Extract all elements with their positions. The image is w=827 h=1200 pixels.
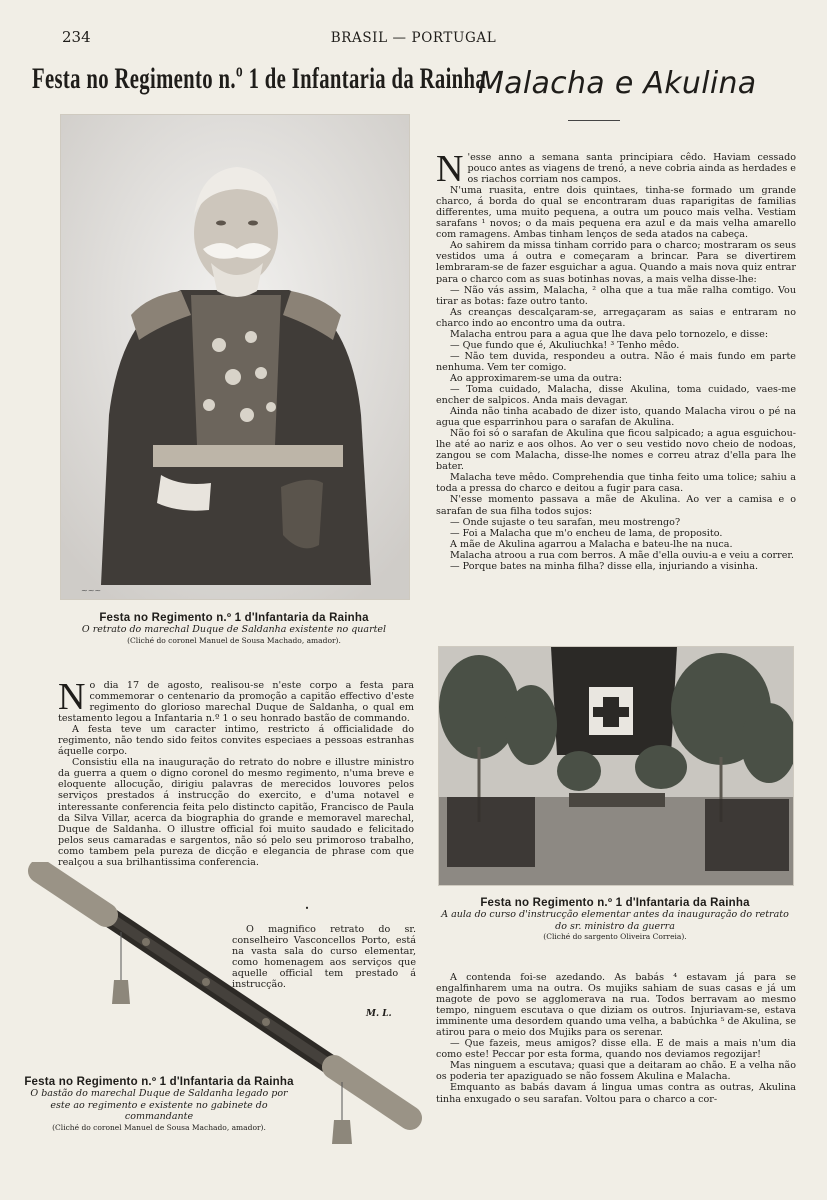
story-paragraph: — Não vás assim, Malacha, ² olha que a tua mãe ralha comtigo. Vou tirar as botas: faze outro tanto. — [436, 284, 796, 307]
story-paragraph: Malacha teve mêdo. Comprehendia que tinha feito uma tolice; sahiu a toda a pressa do charco e deitou a fugir para casa. — [436, 472, 796, 495]
story-paragraph: — Onde sujaste o teu sarafan, meu mostrengo? — [450, 516, 681, 528]
story-paragraph: Não foi só o sarafan de Akulina que ficou salpicado; a agua esguichou-lhe até ao nariz e aos olhos. Ao ver o seu vestido novo cheio de nodoas, zangou se com Malacha, disse-lhe nomes e correu atraz d'ella para lhe bater. — [436, 428, 796, 473]
festa-note — [232, 924, 416, 990]
story-paragraph: As creanças descalçaram-se, arregaçaram as saias e entraram no charco indo ao encontro uma da outra. — [436, 306, 796, 329]
story-continuation-paragraph: Emquanto as babás davam á lingua umas contra as outras, Akulina tinha enxugado o seu sarafan. Voltou para o charco a cor- — [436, 1082, 796, 1105]
story-paragraph: N'esse momento passava a mãe de Akulina. Ao ver a camisa e o sarafan de sua filha todos sujos: — [436, 494, 796, 517]
right-headline: Malacha e Akulina — [478, 66, 757, 101]
classroom-photo — [438, 646, 794, 886]
page-number: 234 — [62, 28, 91, 46]
story-drop-cap: N — [436, 148, 464, 190]
baton-caption-title: Festa no Regimento n.º 1 d'Infantaria da Rainha — [24, 1076, 294, 1088]
story-paragraph: Ao sahirem da missa tinham corrido para o charco; mostraram os seus vestidos uma á outra e começaram a brincar. Para se divertirem lembraram-se de fazer esguichar a agua. Quando a mais nova quiz entrar para o charco com as suas botinhas novas, a mais velha disse-lhe: — [436, 240, 796, 285]
story-text — [436, 148, 796, 572]
portrait-artist-signature: ~~~ — [81, 586, 102, 595]
story-continuation-paragraph: Mas ninguem a escutava; quasi que a deitaram ao chão. E a velha não os poderia ter apaziguado se não fossem Akulina e Malacha. — [436, 1060, 796, 1083]
headline-rule — [568, 120, 620, 121]
portrait-caption-title: Festa no Regimento n.º 1 d'Infantaria da Rainha — [99, 612, 369, 624]
running-header — [0, 28, 827, 48]
hall-caption-credit: (Cliché do sargento Oliveira Correia). — [543, 932, 687, 941]
story-paragraph: — Porque bates na minha filha? disse ella, injuriando a visinha. — [450, 560, 758, 572]
festa-note-text: O magnifico retrato do sr. conselheiro Vasconcellos Porto, está na vasta sala do curso elementar, como homenagem aos serviços que aquelle official tem prestado á instrucção. — [232, 924, 416, 991]
portrait-photo — [60, 114, 410, 600]
festa-paragraph: o dia 17 de agosto, realisou-se n'este corpo a festa para commemorar o centenario da promoção a capitão effectivo d'este regimento do glorioso marechal Duque de Saldanha, o qual em testamento legou a Infantaria n.º 1 o seu honrado bastão de commando. — [58, 680, 414, 725]
story-paragraph: — Toma cuidado, Malacha, disse Akulina, toma cuidado, vaes-me encher de salpicos. Anda mais devagar. — [436, 383, 796, 407]
portrait-caption-text: O retrato do marechal Duque de Saldanha existente no quartel — [81, 624, 387, 635]
story-paragraph: A mãe de Akulina agarrou a Malacha e bateu-lhe na nuca. — [450, 538, 733, 550]
left-headline: Festa no Regimento n.º 1 de Infantaria da Rainha — [32, 62, 487, 95]
festa-article — [58, 676, 414, 868]
running-title: BRASIL — PORTUGAL — [330, 30, 497, 46]
baton-caption-credit: (Cliché do coronel Manuel de Sousa Machado, amador). — [52, 1122, 266, 1132]
story-paragraph: Ao approximarem-se uma da outra: — [450, 372, 622, 384]
story-continuation — [436, 972, 796, 1105]
section-star: • — [304, 904, 310, 913]
baton-caption — [24, 1076, 294, 1132]
festa-signature: M. L. — [366, 1009, 392, 1019]
portrait-caption-credit: (Cliché do coronel Manuel de Sousa Machado, amador). — [127, 635, 341, 645]
story-paragraph: Ainda não tinha acabado de dizer isto, quando Malacha virou o pé na agua que esparrinhou para o sarafan de Akulina. — [436, 406, 796, 429]
festa-paragraph: A festa teve um caracter intimo, restricto á officialidade do regimento, não tendo sido feitos convites especiaes a pessoas estranhas áquelle corpo. — [58, 724, 414, 758]
festa-drop-cap: N — [58, 676, 86, 718]
hall-caption-text: A aula do curso d'instrucção elementar antes da inauguração do retrato do sr. ministro da guerra — [441, 909, 789, 932]
story-paragraph: — Foi a Malacha que m'o encheu de lama, de proposito. — [450, 527, 723, 539]
festa-paragraph: Consistiu ella na inauguração do retrato do nobre e illustre ministro da guerra a quem o digno coronel do mesmo regimento, n'uma breve e eloquente allocução, dirigiu palavras de merecidos louvores pelos serviços prestados á instrucção do exercito, e d'uma notavel e interessante conferencia feita pelo distincto capitão, Francisco de Paula da Silva Villar, acerca da biographia do grande e memoravel marechal, Duque de Saldanha. O illustre official foi muito saudado e felicitado pelos seus camaradas e sargentos, não só pelo seu primoroso trabalho, como tambem pela pureza de dicção e elegancia de phrase com que realçou a sua brilhantissima conferencia. — [58, 757, 414, 868]
story-paragraph: Malacha atroou a rua com berros. A mãe d'ella ouviu-a e veiu a correr. — [450, 549, 794, 561]
story-continuation-paragraph: A contenda foi-se azedando. As babás ⁴ estavam já para se engalfinharem uma na outra. Os mujiks sahiam de suas casas e já um magote de povo se agglomerava na rua. Todos berravam ao mesmo tempo, ninguem escutava o que diziam os outros. Injuriavam-se, estava imminente uma desordem quando uma velha, a babúchka ⁵ de Akulina, se atirou para o meio dos Mujiks para os serenar. — [436, 972, 796, 1039]
story-paragraph: Malacha entrou para a agua que lhe dava pelo tornozelo, e disse: — [450, 328, 769, 340]
hall-caption-title: Festa no Regimento n.º 1 d'Infantaria da Rainha — [480, 897, 750, 909]
story-paragraph: — Que fundo que é, Akuliuchka! ³ Tenho mêdo. — [450, 339, 680, 351]
story-paragraph: — Não tem duvida, respondeu a outra. Não é mais fundo em parte nenhuma. Vem ter comigo. — [436, 350, 796, 373]
story-paragraph: 'esse anno a semana santa principiara cêdo. Haviam cessado pouco antes as viagens de trenó, a neve cobria ainda as herdades e os riachos corriam nos campos. — [467, 152, 796, 186]
baton-caption-text: O bastão do marechal Duque de Saldanha legado por este ao regimento e existente no gabinete do commandante — [30, 1088, 288, 1122]
story-paragraph: N'uma ruasita, entre dois quintaes, tinha-se formado um grande charco, á borda do qual se encontraram duas raparigitas de familias differentes, uma muito pequena, a outra um pouco mais velha. Vestiam sarafans ¹ novos; o da mais pequena era azul e da mais velha amarello com ramagens. Ambas tinham lenços de seda atados na cabeça. — [436, 185, 796, 241]
hall-caption — [438, 897, 792, 941]
story-continuation-paragraph: — Que fazeis, meus amigos? disse ella. E de mais a mais n'um dia como este! Peccar por esta forma, quando nos deviamos regozijar! — [436, 1038, 796, 1061]
portrait-caption — [60, 612, 408, 645]
